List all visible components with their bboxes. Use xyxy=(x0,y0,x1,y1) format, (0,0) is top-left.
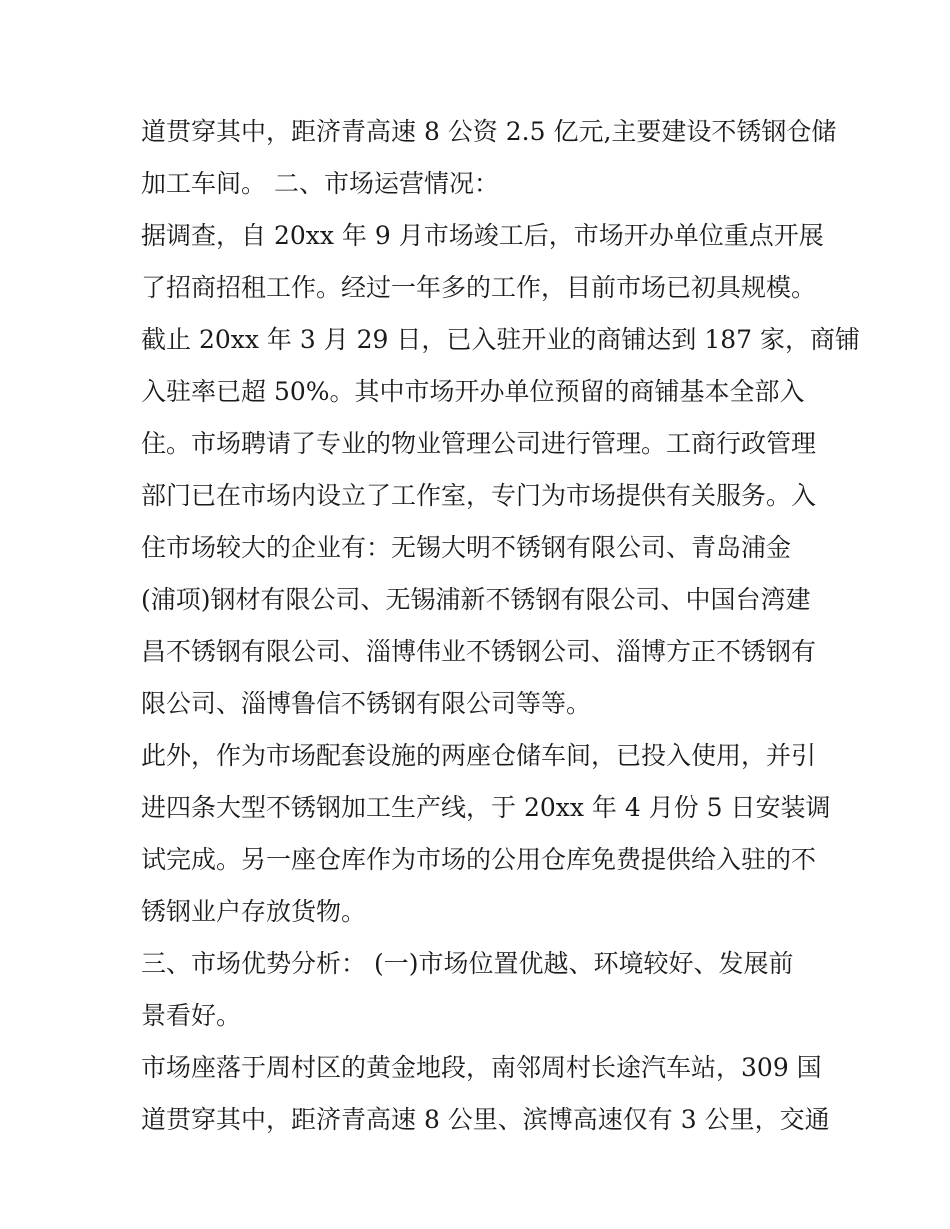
text-line: 截止 20xx 年 3 月 29 日，已入驻开业的商铺达到 187 家，商铺 xyxy=(141,325,861,354)
text-line: 三、市场优势分析： (一)市场位置优越、环境较好、发展前 xyxy=(141,949,794,978)
text-line: 进四条大型不锈钢加工生产线，于 20xx 年 4 月份 5 日安装调 xyxy=(141,793,831,822)
text-line: 市场座落于周村区的黄金地段，南邻周村长途汽车站，309 国 xyxy=(141,1053,822,1082)
text-line: 部门已在市场内设立了工作室，专门为市场提供有关服务。入 xyxy=(141,481,817,510)
text-line: 此外，作为市场配套设施的两座仓储车间，已投入使用，并引 xyxy=(141,741,817,770)
text-line: 了招商招租工作。经过一年多的工作，目前市场已初具规模。 xyxy=(141,273,817,302)
text-line: 加工车间。 二、市场运营情况： xyxy=(141,169,499,198)
text-line: 道贯穿其中，距济青高速 8 公里、滨博高速仅有 3 公里，交通 xyxy=(141,1105,830,1134)
text-line: 道贯穿其中，距济青高速 8 公资 2.5 亿元,主要建设不锈钢仓储 xyxy=(141,117,837,146)
text-line: 锈钢业户存放货物。 xyxy=(141,897,367,926)
document-body xyxy=(141,106,861,1146)
text-line: 昌不锈钢有限公司、淄博伟业不锈钢公司、淄博方正不锈钢有 xyxy=(141,637,817,666)
text-line: 入驻率已超 50%。其中市场开办单位预留的商铺基本全部入 xyxy=(141,377,805,406)
text-line: 住市场较大的企业有：无锡大明不锈钢有限公司、青岛浦金 xyxy=(141,533,792,562)
text-line: 限公司、淄博鲁信不锈钢有限公司等等。 xyxy=(141,689,592,718)
text-line: (浦项)钢材有限公司、无锡浦新不锈钢有限公司、中国台湾建 xyxy=(141,585,811,614)
text-line: 试完成。另一座仓库作为市场的公用仓库免费提供给入驻的不 xyxy=(141,845,817,874)
text-line: 住。市场聘请了专业的物业管理公司进行管理。工商行政管理 xyxy=(141,429,817,458)
text-line: 据调查，自 20xx 年 9 月市场竣工后，市场开办单位重点开展 xyxy=(141,221,824,250)
text-line: 景看好。 xyxy=(141,1001,242,1030)
